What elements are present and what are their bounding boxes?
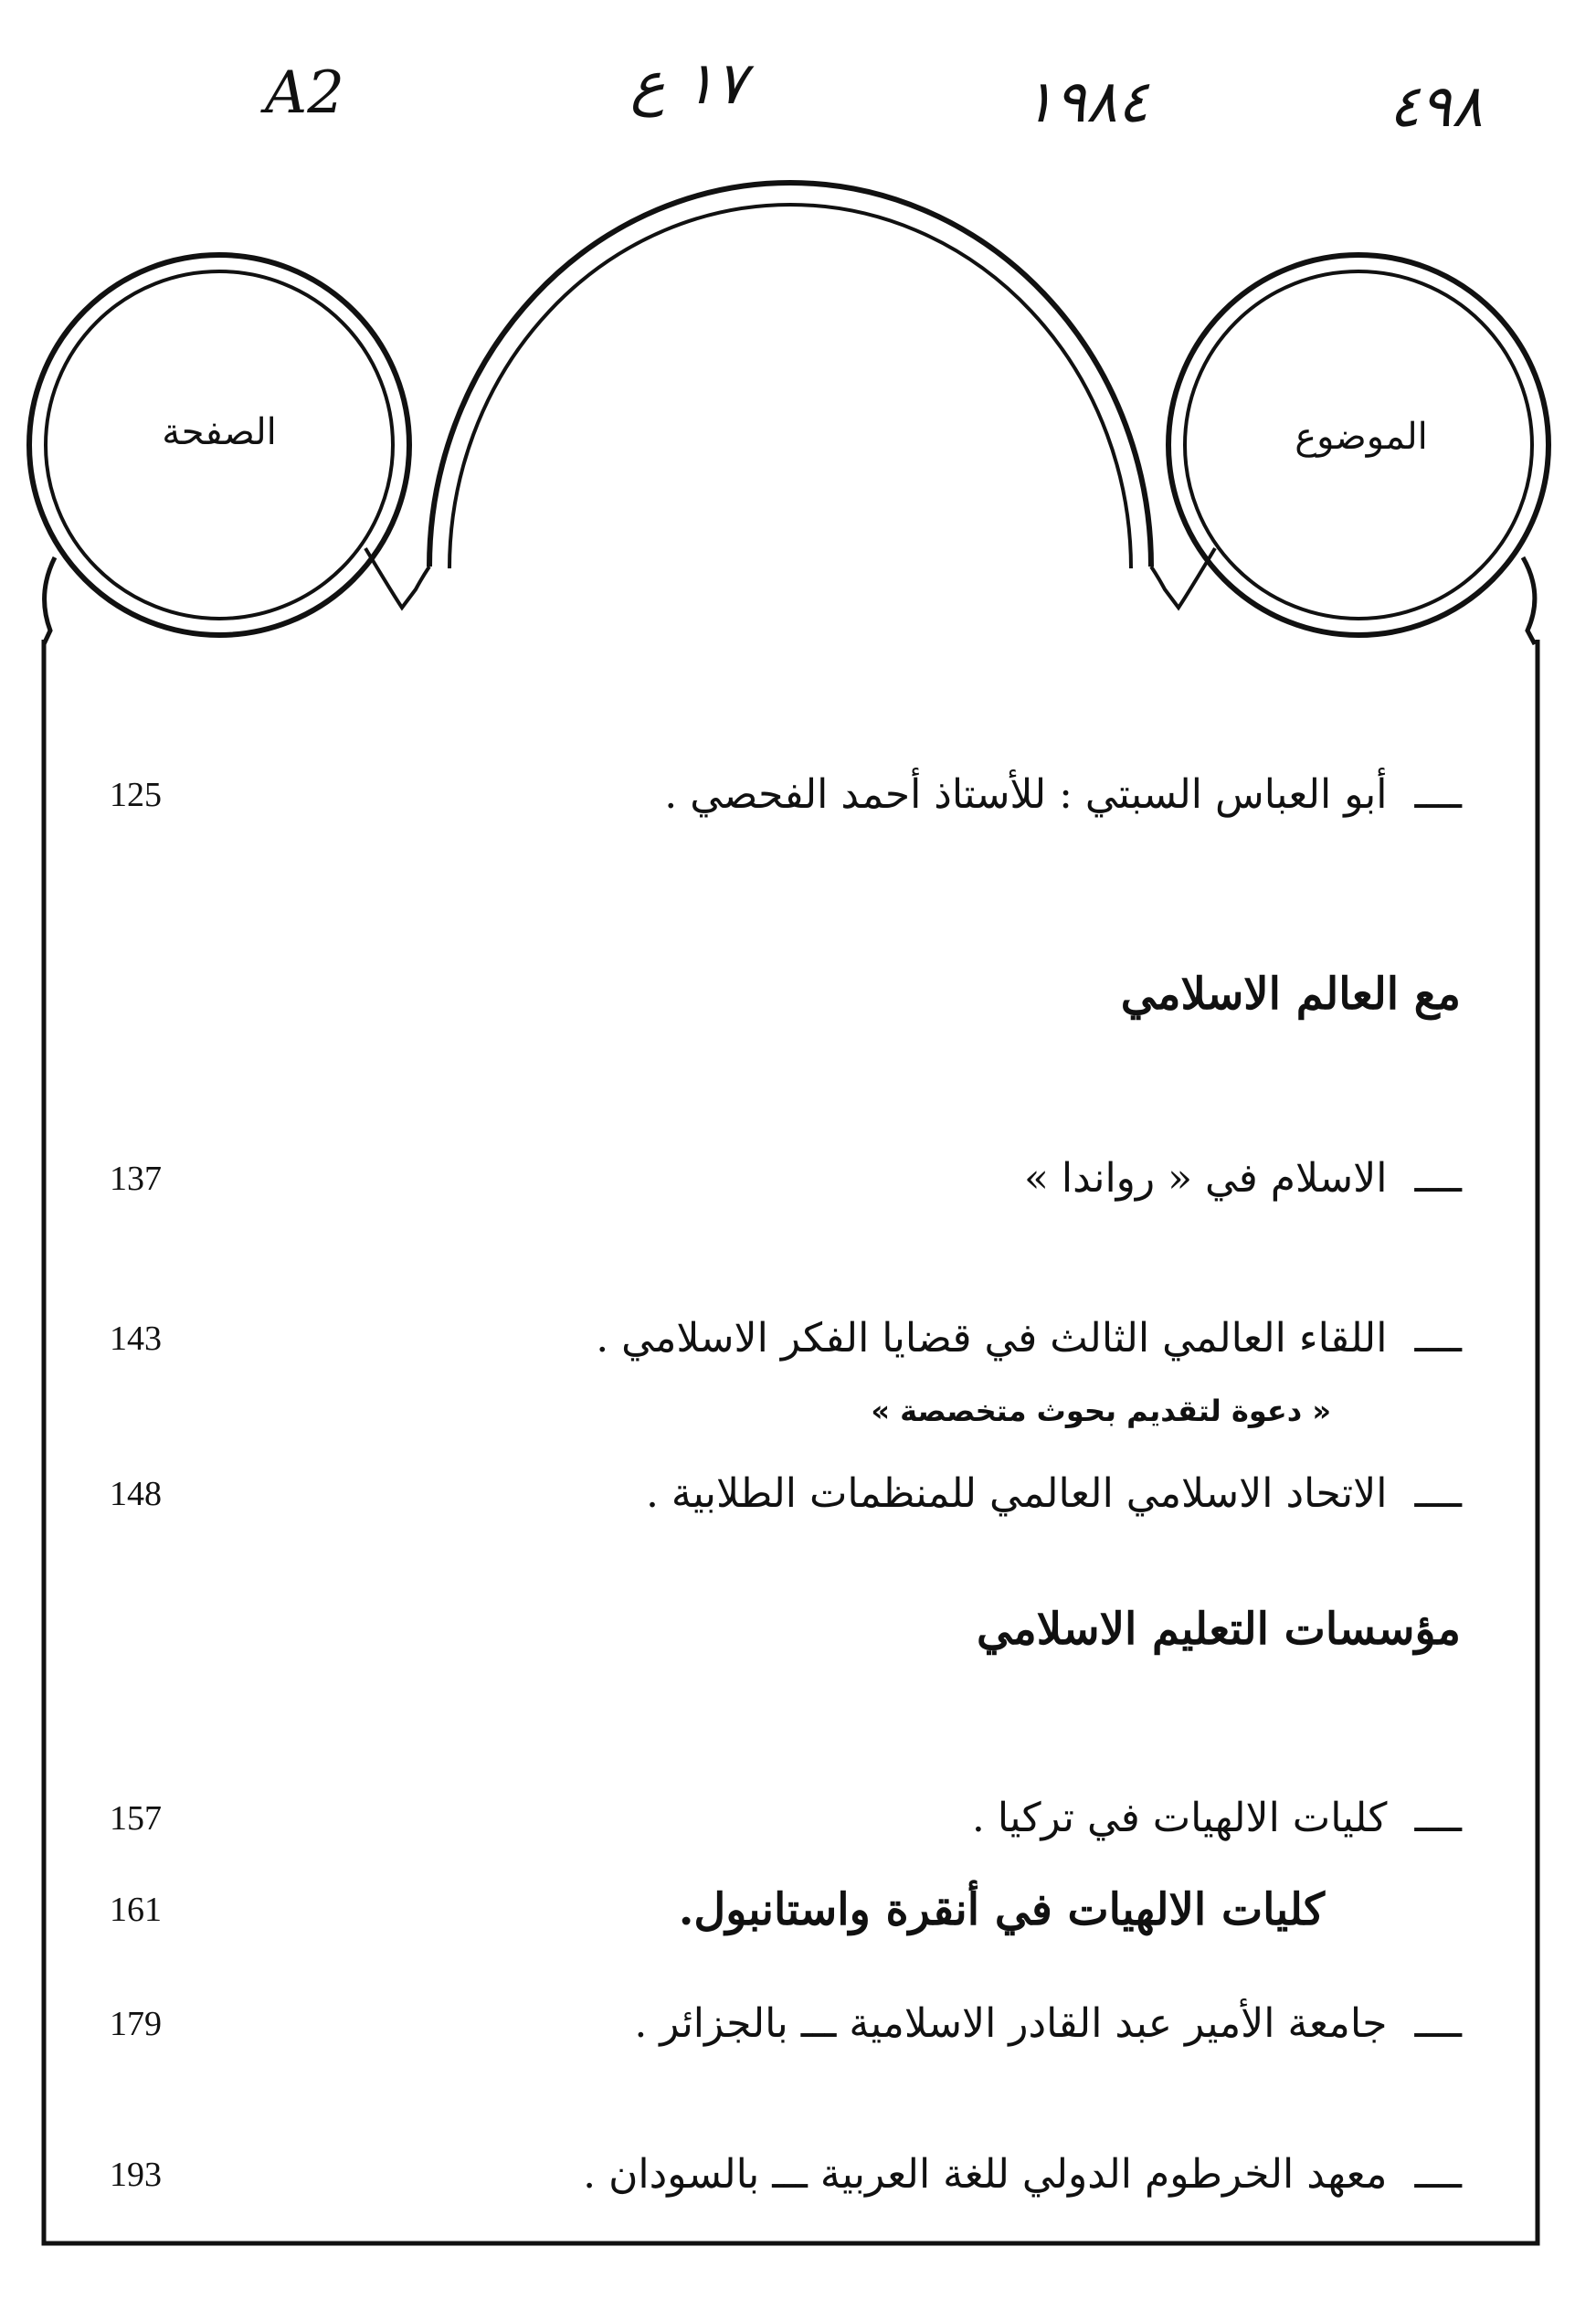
toc-title-text: الاتحاد الاسلامي العالمي للمنظمات الطلابية .	[645, 1470, 1388, 1517]
page-number: 143	[110, 1319, 162, 1358]
toc-title-bold: كليات الالهيات في أنقرة واستانبول.	[678, 1884, 1325, 1935]
page-number: 161	[110, 1891, 162, 1929]
toc-row	[55, 1782, 1462, 1855]
toc-title-text: جامعة الأمير عبد القادر الاسلامية ـــ بالجزائر .	[634, 2000, 1388, 2047]
dash: ــــ	[1414, 1795, 1462, 1841]
central-arch-outer	[429, 183, 1151, 567]
handwritten-year: ١٩٨٤	[1023, 69, 1149, 136]
topic-column-label: الموضوع	[1295, 416, 1428, 458]
toc-row	[55, 758, 1462, 832]
toc-title-text: معهد الخرطوم الدولي للغة العربية ـــ بالسودان .	[583, 2151, 1388, 2198]
dash: ــــ	[1414, 2151, 1462, 2198]
dash: ــــ	[1414, 1470, 1462, 1517]
page-number: 148	[110, 1475, 162, 1513]
dash: ــــ	[1414, 2000, 1462, 2047]
toc-row	[55, 1457, 1462, 1531]
section-heading: مؤسسات التعليم الاسلامي	[977, 1604, 1461, 1655]
handwritten-number: ٤٩٨	[1389, 73, 1484, 141]
toc-row	[55, 1873, 1462, 1946]
section-heading: مع العالم الاسلامي	[1120, 969, 1461, 1020]
toc-title	[972, 1782, 1462, 1855]
toc-title	[664, 758, 1462, 832]
page-number: 125	[110, 776, 162, 814]
left-scroll	[44, 557, 55, 644]
toc-title	[583, 2138, 1462, 2211]
page-number: 157	[110, 1799, 162, 1838]
toc-title-text: أبو العباس السبتي : للأستاذ أحمد الفحصي .	[664, 771, 1388, 818]
handwritten-issue: ١٧ ع	[630, 50, 747, 118]
dash: ــــ	[1414, 1315, 1462, 1362]
toc-title	[596, 1302, 1462, 1375]
page-number: 137	[110, 1160, 162, 1198]
toc-title	[1024, 1142, 1462, 1215]
central-arch-inner	[449, 205, 1131, 568]
toc-title-text: الاسلام في « رواندا »	[1023, 1155, 1388, 1202]
page-number: 193	[110, 2156, 162, 2194]
dash: ــــ	[1414, 1155, 1462, 1202]
handwritten-code: A2	[265, 59, 344, 127]
toc-title-text: كليات الالهيات في تركيا .	[971, 1795, 1388, 1841]
toc-row	[55, 1142, 1462, 1215]
toc-row	[55, 1987, 1462, 2061]
page-number: 179	[110, 2005, 162, 2043]
page-column-label: الصفحة	[162, 411, 277, 453]
toc-note: « دعوة لتقديم بحوث متخصصة »	[871, 1394, 1331, 1428]
toc-title	[634, 1987, 1462, 2061]
dash: ــــ	[1414, 771, 1462, 818]
right-scroll	[1523, 557, 1535, 644]
toc-title-text: اللقاء العالمي الثالث في قضايا الفكر الاسلامي .	[596, 1315, 1388, 1362]
toc-row	[55, 2138, 1462, 2211]
toc-title	[646, 1457, 1462, 1531]
toc-row	[55, 1302, 1462, 1375]
